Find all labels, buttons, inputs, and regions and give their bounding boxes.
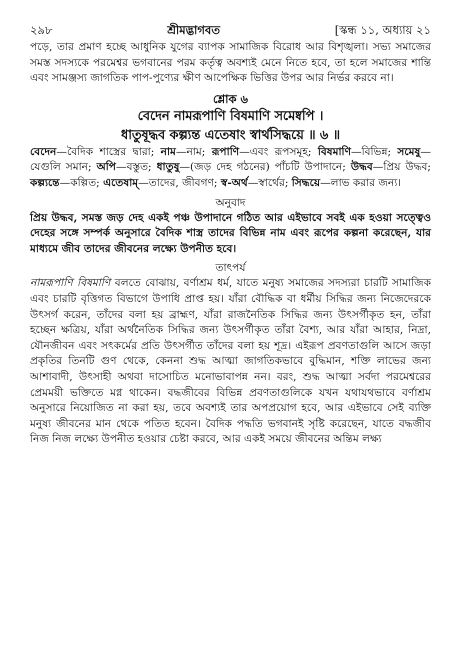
page-number: ২৯৮	[30, 23, 53, 37]
canto-chapter: [স্কন্ধ ১১, অধ্যায় ২১	[334, 23, 431, 37]
synonym-word: বিষমাণি	[317, 145, 351, 158]
translation-heading: অনুবাদ	[215, 196, 246, 209]
synonym-meaning: (জড় দেহ গঠনের) পাঁচটি উপাদানে;	[190, 161, 346, 174]
purport-text: বলতে বোঝায়, বর্ণাশ্রম ধর্ম, যাতে মনুষ্য সমাজের সদস্যরা চারটি সামাজিক এবং চারটি বৃত্তিগত বিভাগে উপাধি প্রাপ্ত হয়। যাঁরা বৌদ্ধিক বা ধর্মীয় সিদ্ধির জন্য নিজেদেরকে উৎসর্গ করেন, তাঁদের বলা হয় ব্রাহ্মণ, যাঁরা রাজনৈতিক সিদ্ধির জন্য উৎসর্গীকৃত হন, তাঁরা হচ্ছেন ক্ষত্রিয়, যাঁরা অর্থনৈতিক সিদ্ধির জন্য উৎসর্গীকৃত তাঁরা বৈশ্য, আর যাঁরা আহার, নিদ্রা, যৌনজীবন এবং সৎকর্মের প্রতি উৎসর্গীত তাঁদের বলা হয় শূদ্র। এইরূপ প্রবণতাগুলি আসে জড়া প্রকৃতির তিনটি গুণ থেকে, কেননা শুদ্ধ আত্মা জাগতিকভাবে বুদ্ধিমান, শক্তি লাভের জন্য আশাবাদী, উৎসাহী অথবা দাসোচিত মনোভাবাপন্ন নন। বরং, শুদ্ধ আত্মা সর্বদা পরমেশ্বরের প্রেমময়ী ভক্তিতে মগ্ন থাকেন। বদ্ধজীবের বিভিন্ন প্রবণতাগুলিকে যখন যথাযথভাবে বর্ণাশ্রম অনুসারে নিয়োজিত না করা হয়, তবে অবশ্যই তার অপপ্রয়োগ হবে, আর এইভাবে সেই ব্যক্তি মনুষ্য জীবনের মান থেকে পতিত হবেন। বৈদিক পদ্ধতি ভগবানই সৃষ্টি করেছেন, যাতে বদ্ধজীব নিজ নিজ লক্ষ্যে উপনীত হওয়ার চেষ্টা করবে, আর একই সময়ে জীবনের অন্তিম লক্ষ্য	[30, 277, 431, 446]
synonym-word: বেদেন	[30, 145, 57, 158]
synonym-meaning: তাদের, জীবগণ;	[148, 176, 218, 189]
synonym-word: স্ব-অর্থ	[220, 176, 248, 189]
synonym-word: অপি	[96, 161, 116, 174]
purport-heading: তাৎপর্য	[215, 262, 246, 275]
purport-lead-italic: নামরূপাণি বিষমাণি	[30, 277, 111, 290]
book-title: শ্রীমদ্ভাগবত	[167, 23, 220, 37]
synonym-meaning: বিভিন্ন;	[361, 145, 392, 158]
intro-paragraph: পড়ে, তার প্রমাণ হচ্ছে আধুনিক যুগের ব্যাপক সামাজিক বিরোধ আর বিশৃঙ্খলা। সভ্য সমাজের সমস্ত সদস্যকে পরমেশ্বর ভগবানের পরম কর্তৃত্ব অবশ্যই মেনে নিতে হবে, তা হলে সমাজের শান্তি এবং সামঞ্জস্য জাগতিক পাপ-পুণ্যের ক্ষীণ আপেক্ষিক ভিত্তির উপর আর নির্ভর করবে না।	[30, 41, 431, 85]
synonym-meaning: লাভ করার জন্য।	[330, 176, 402, 189]
purport-paragraph	[30, 276, 431, 448]
synonym-meaning: কল্পিত;	[70, 176, 100, 189]
synonym-meaning: এবং রূপসমূহ;	[249, 145, 312, 158]
verse-heading: শ্লোক ৬	[212, 91, 249, 106]
synonym-word: ধাতুষু	[156, 161, 180, 174]
synonym-word: কল্প্যন্তে	[30, 176, 60, 189]
verse-line-1: বেদেন নামরূপাণি বিষমাণি সমেষ্বপি ।	[137, 108, 324, 124]
synonym-meaning: স্বার্থের;	[258, 176, 289, 189]
synonym-word: সিদ্ধয়ে	[291, 176, 321, 189]
verse-line-2: ধাতুষূদ্ধব কল্প্যন্ত এতেষাং স্বার্থসিদ্ধয়ে ॥ ৬ ॥	[121, 127, 340, 143]
synonym-word: এতেষাম্	[103, 176, 139, 189]
synonym-word: নাম	[160, 145, 176, 158]
synonym-meaning: বস্তুত;	[126, 161, 152, 174]
synonyms-paragraph: বেদেন—বৈদিক শাস্ত্রের দ্বারা; নাম—নাম; রূপাণি—এবং রূপসমূহ; বিষমাণি—বিভিন্ন; সমেষু—যেগুলি সমান; অপি—বস্তুত; ধাতুষু—(জড় দেহ গঠনের) পাঁচটি উপাদানে; উদ্ধব—প্রিয় উদ্ধব; কল্প্যন্তে—কল্পিত; এতেষাম্—তাদের, জীবগণ; স্ব-অর্থ—স্বার্থের; সিদ্ধয়ে—লাভ করার জন্য।	[30, 145, 431, 189]
page-header	[30, 22, 431, 40]
translation-text: প্রিয় উদ্ধব, সমস্ত জড় দেহ একই পঞ্চ উপাদানে গঠিত আর এইভাবে সবই এক হওয়া সত্ত্বেও দেহের সঙ্গে সম্পর্ক অনুসারে বৈদিক শাস্ত্র তাদের বিভিন্ন নাম এবং রূপের কল্পনা করেছেন, যার মাধ্যমে জীব তাদের জীবনের লক্ষ্যে উপনীত হবে।	[30, 211, 431, 255]
synonym-meaning: বৈদিক শাস্ত্রের দ্বারা;	[66, 145, 155, 158]
synonym-meaning: যেগুলি সমান;	[30, 161, 92, 174]
synonym-meaning: প্রিয় উদ্ধব;	[383, 161, 431, 174]
synonym-word: উদ্ধব	[350, 161, 373, 174]
synonym-word: রূপাণি	[211, 145, 240, 158]
synonym-meaning: নাম;	[186, 145, 206, 158]
synonym-word: সমেষু	[397, 145, 421, 158]
